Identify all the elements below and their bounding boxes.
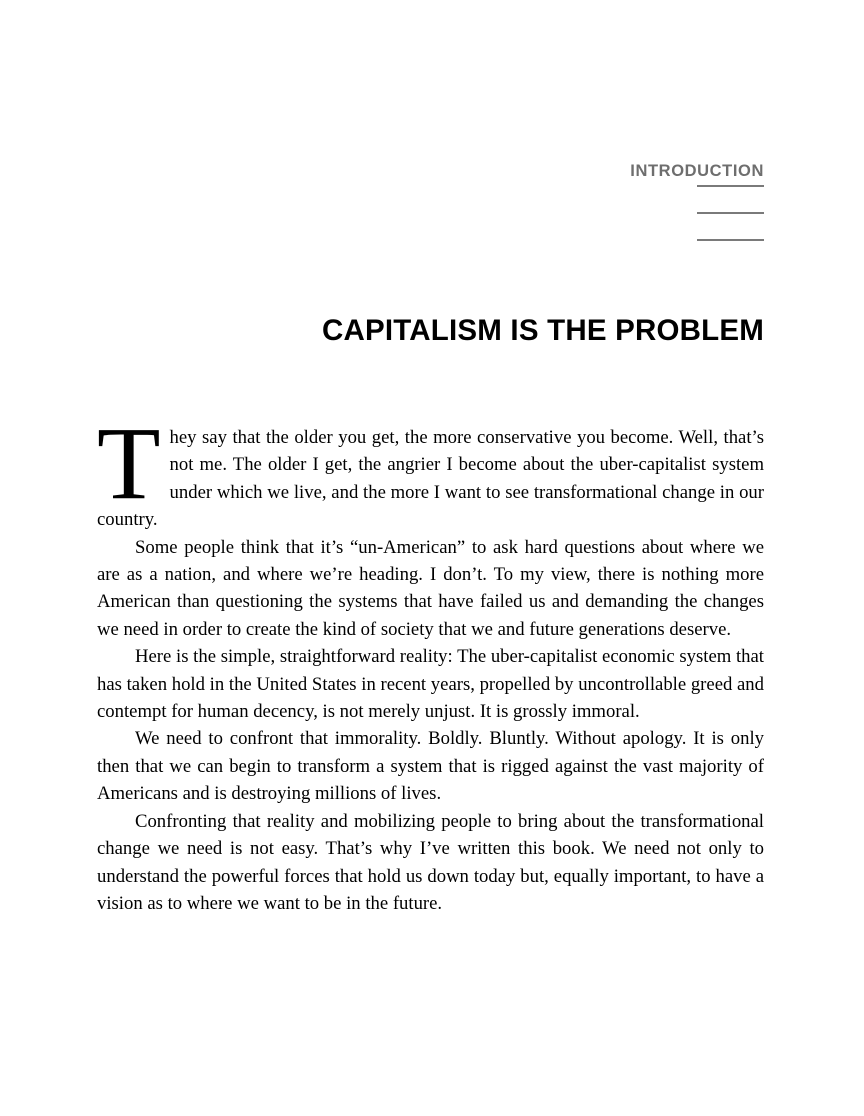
decorative-rule-1 [697,185,764,187]
body-text [97,406,764,917]
decorative-rules [0,185,764,241]
paragraph-1: They say that the older you get, the more conservative you become. Well, that’s not me. The older I get, the angrier I become about the uber-capitalist system under which we live, and the more I want to see transformational change in our country. [97,406,764,531]
paragraph-4: We need to confront that immorality. Boldly. Bluntly. Without apology. It is only then that we can begin to transform a system that is rigged against the vast majority of Americans and is destroying millions of lives. [97,728,764,805]
chapter-title: CAPITALISM IS THE PROBLEM [321,313,764,347]
paragraph-2: Some people think that it’s “un-American” to ask hard questions about where we are as a nation, and where we’re heading. I don’t. To my view, there is nothing more American than questioning the systems that have failed us and demanding the changes we need in order to create the kind of society that we and future generations deserve. [97,536,764,640]
decorative-rule-3 [697,239,764,241]
running-head [97,163,764,181]
paragraph-3: Here is the simple, straightforward reality: The uber-capitalist economic system that has taken hold in the United States in recent years, propelled by uncontrollable greed and contempt for human decency, is not merely unjust. It is grossly immoral. [97,646,764,723]
decorative-rule-2 [697,212,764,214]
section-label: INTRODUCTION [630,162,764,180]
paragraph-5: Confronting that reality and mobilizing people to bring about the transformational change we need is not easy. That’s why I’ve written this book. We need not only to understand the powerful forces that hold us down today but, equally important, to have a vision as to where we want to be in the future. [97,810,764,914]
